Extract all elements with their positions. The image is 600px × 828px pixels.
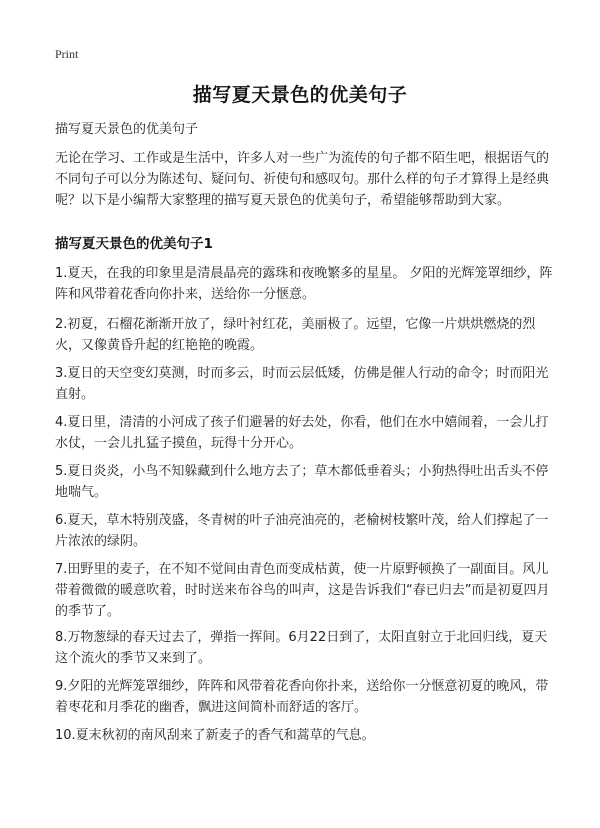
sentence-paragraph: 8.万物葱绿的春天过去了，弹指一挥间。6月22日到了，太阳直射立于北回归线，夏天这个流火的季节又来到了。 — [55, 630, 548, 666]
sentence-paragraph: 6.夏天，草木特别茂盛，冬青树的叶子油亮油亮的，老榆树枝繁叶茂，给人们撑起了一片浓浓的绿阴。 — [55, 513, 549, 549]
page-title: 描写夏天景色的优美句子 — [192, 84, 408, 106]
sentence-paragraph: 3.夏日的天空变幻莫测，时而多云，时而云层低矮，仿佛是催人行动的命令；时而阳光直射。 — [55, 366, 549, 402]
sentence-paragraph: 9.夕阳的光辉笼罩细纱，阵阵和风带着花香向你扑来，送给你一分惬意初夏的晚风，带着枣花和月季花的幽香，飘进这间简朴而舒适的客厅。 — [55, 679, 549, 715]
sentence-paragraph: 1.夏天，在我的印象里是清晨晶亮的露珠和夜晚繁多的星星。 夕阳的光辉笼罩细纱，阵阵和风带着花香向你扑来，送给你一分惬意。 — [55, 266, 553, 302]
sentence-paragraph: 4.夏日里，清清的小河成了孩子们避暑的好去处，你看，他们在水中嬉闹着，一会儿打水仗，一会儿扎猛子摸鱼，玩得十分开心。 — [55, 415, 549, 451]
print-label[interactable]: Print — [55, 47, 79, 61]
sentence-paragraph: 10.夏末秋初的南风刮来了新麦子的香气和蒿草的气息。 — [55, 728, 375, 743]
section-heading: 描写夏天景色的优美句子1 — [55, 236, 213, 252]
sentence-paragraph: 5.夏日炎炎，小鸟不知躲藏到什么地方去了；草木都低垂着头；小狗热得吐出舌头不停地喘气。 — [55, 464, 549, 500]
intro-paragraph: 无论在学习、工作或是生活中，许多人对一些广为流传的句子都不陌生吧，根据语气的不同句子可以分为陈述句、疑问句、祈使句和感叹句。那什么样的句子才算得上是经典呢？以下是小编帮大家整理的描写夏天景色的优美句子，希望能够帮助到大家。 — [55, 151, 550, 208]
sentence-paragraph: 7.田野里的麦子，在不知不觉间由青色而变成枯黄，使一片原野顿换了一副面目。风儿带着微微的暖意吹着，时时送来布谷鸟的叫声，这是告诉我们“春已归去”而是初夏四月的季节了。 — [55, 562, 550, 619]
page-subtitle: 描写夏天景色的优美句子 — [55, 122, 199, 137]
sentence-paragraph: 2.初夏，石榴花渐渐开放了，绿叶衬红花，美丽极了。远望，它像一片烘烘燃烧的烈火，又像黄昏升起的红艳艳的晚霞。 — [55, 317, 536, 353]
